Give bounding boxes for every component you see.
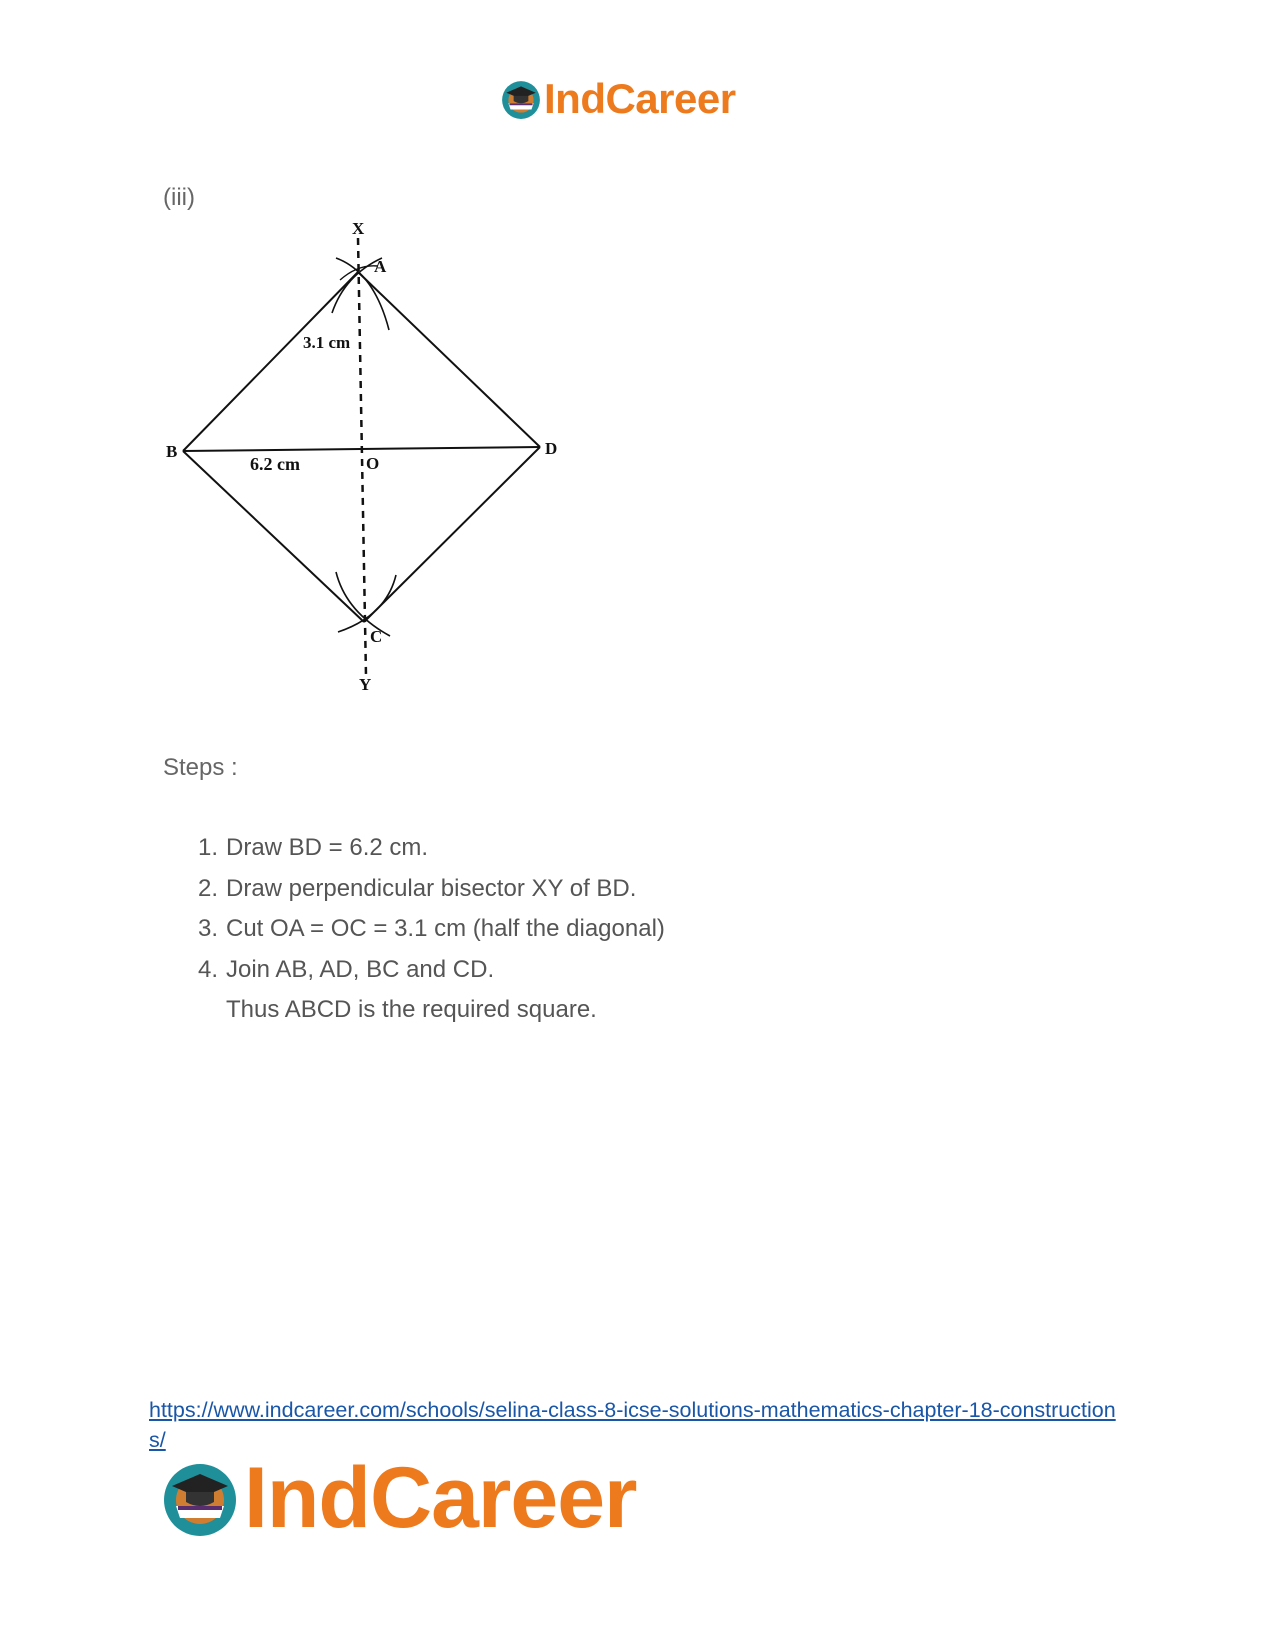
part-label: (iii) [163, 184, 195, 211]
arc-c-2 [338, 575, 396, 632]
label-half-diagonal: 3.1 cm [303, 333, 351, 352]
step-number: 1. [198, 834, 219, 861]
step-number: 4. [198, 955, 219, 983]
list-item [198, 909, 665, 950]
side-ab [183, 272, 358, 451]
steps-list [198, 828, 665, 990]
label-d: D [545, 439, 558, 458]
label-b: B [166, 442, 178, 461]
list-item [198, 869, 665, 910]
step-number: 2. [198, 874, 219, 902]
header-logo [500, 75, 736, 122]
footer-logo [160, 1450, 637, 1546]
side-cd [364, 447, 540, 622]
side-bc [183, 451, 364, 622]
step-text: Draw BD = 6.2 cm. [226, 834, 429, 861]
label-a: A [374, 257, 387, 276]
steps-heading: Steps : [163, 754, 238, 781]
square-construction-diagram [160, 220, 600, 730]
step-number: 3. [198, 915, 219, 942]
list-item [198, 828, 665, 869]
step-text: Join AB, AD, BC and CD. [226, 955, 495, 983]
header-brand-text: IndCareer [544, 75, 736, 122]
step-text: Draw perpendicular bisector XY of BD. [226, 874, 637, 902]
conclusion-text: Thus ABCD is the required square. [226, 996, 597, 1023]
list-item [198, 950, 665, 991]
label-c: C [370, 627, 383, 646]
label-diagonal: 6.2 cm [250, 454, 300, 474]
source-link[interactable]: https://www.indcareer.com/schools/selina-class-8-icse-solutions-mathematics-chapter-18-constructions/ [149, 1398, 1116, 1452]
graduation-cap-logo-icon [160, 1458, 240, 1538]
bisector-xy [358, 238, 366, 676]
footer-brand-text: IndCareer [244, 1450, 637, 1546]
step-text: Cut OA = OC = 3.1 cm (half the diagonal) [226, 915, 665, 942]
label-x: X [352, 220, 365, 238]
label-o: O [366, 454, 380, 473]
label-y: Y [359, 675, 372, 694]
side-ad [358, 272, 540, 447]
graduation-cap-logo-icon [500, 78, 542, 120]
